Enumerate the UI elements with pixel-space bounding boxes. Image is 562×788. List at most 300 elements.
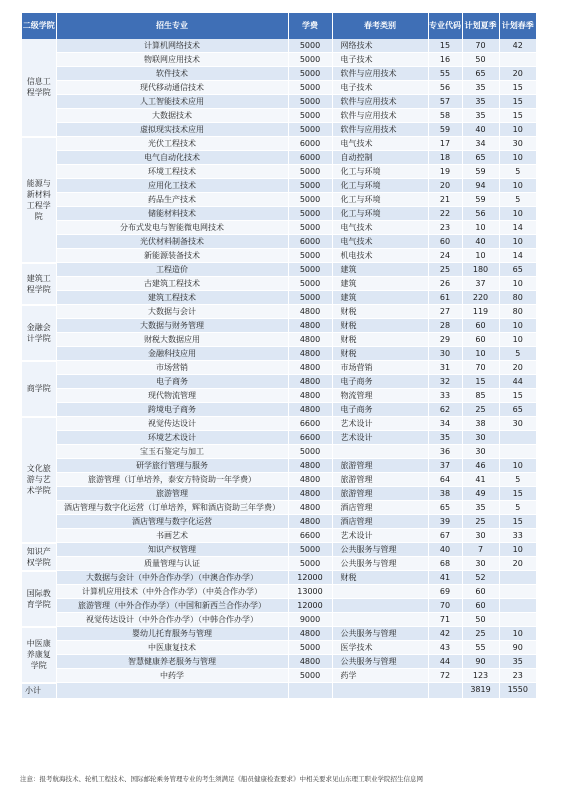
table-row bbox=[22, 179, 536, 193]
total-row bbox=[22, 683, 536, 699]
summer-plan-cell: 30 bbox=[462, 557, 499, 571]
summer-plan-cell: 59 bbox=[462, 193, 499, 207]
spring-plan-cell: 10 bbox=[499, 123, 536, 137]
table-row bbox=[22, 249, 536, 263]
category-cell: 医学技术 bbox=[332, 641, 428, 655]
header-spring-plan: 计划春季 bbox=[499, 13, 536, 39]
spring-plan-cell: 10 bbox=[499, 543, 536, 557]
category-cell: 艺术设计 bbox=[332, 417, 428, 431]
category-cell bbox=[332, 585, 428, 599]
category-cell: 艺术设计 bbox=[332, 431, 428, 445]
category-cell: 旅游管理 bbox=[332, 473, 428, 487]
fee-cell: 4800 bbox=[288, 515, 332, 529]
major-cell: 现代物流管理 bbox=[56, 389, 288, 403]
code-cell: 17 bbox=[428, 137, 462, 151]
category-cell: 电子技术 bbox=[332, 81, 428, 95]
category-cell: 酒店管理 bbox=[332, 515, 428, 529]
category-cell: 市场营销 bbox=[332, 361, 428, 375]
code-cell: 34 bbox=[428, 417, 462, 431]
summer-plan-cell: 65 bbox=[462, 151, 499, 165]
code-cell: 15 bbox=[428, 39, 462, 53]
category-cell: 财税 bbox=[332, 571, 428, 585]
category-cell: 电子技术 bbox=[332, 53, 428, 67]
spring-plan-cell bbox=[499, 599, 536, 613]
category-cell bbox=[332, 613, 428, 627]
table-row bbox=[22, 501, 536, 515]
fee-cell: 4800 bbox=[288, 389, 332, 403]
major-cell: 视觉传达设计 bbox=[56, 417, 288, 431]
summer-plan-cell: 35 bbox=[462, 109, 499, 123]
table-row bbox=[22, 95, 536, 109]
major-cell: 中医康复技术 bbox=[56, 641, 288, 655]
summer-plan-cell: 25 bbox=[462, 627, 499, 641]
code-cell: 37 bbox=[428, 459, 462, 473]
summer-plan-cell: 50 bbox=[462, 53, 499, 67]
fee-cell: 4800 bbox=[288, 473, 332, 487]
spring-plan-cell: 65 bbox=[499, 403, 536, 417]
category-cell: 建筑 bbox=[332, 263, 428, 277]
spring-plan-cell bbox=[499, 613, 536, 627]
code-cell: 28 bbox=[428, 319, 462, 333]
spring-plan-cell: 15 bbox=[499, 109, 536, 123]
spring-plan-cell: 10 bbox=[499, 459, 536, 473]
summer-plan-cell: 50 bbox=[462, 613, 499, 627]
spring-plan-cell: 15 bbox=[499, 95, 536, 109]
college-cell: 文化旅游与艺术学院 bbox=[22, 417, 56, 543]
table-row bbox=[22, 165, 536, 179]
fee-cell: 5000 bbox=[288, 67, 332, 81]
summer-plan-cell: 59 bbox=[462, 165, 499, 179]
summer-plan-cell: 35 bbox=[462, 501, 499, 515]
code-cell: 20 bbox=[428, 179, 462, 193]
code-cell: 62 bbox=[428, 403, 462, 417]
code-cell: 57 bbox=[428, 95, 462, 109]
fee-cell: 5000 bbox=[288, 165, 332, 179]
table-row bbox=[22, 403, 536, 417]
summer-plan-cell: 10 bbox=[462, 347, 499, 361]
spring-plan-cell bbox=[499, 445, 536, 459]
total-label: 小计 bbox=[22, 683, 56, 699]
major-cell: 大数据与会计 bbox=[56, 305, 288, 319]
code-cell: 41 bbox=[428, 571, 462, 585]
fee-cell: 6000 bbox=[288, 151, 332, 165]
major-cell: 宝玉石鉴定与加工 bbox=[56, 445, 288, 459]
spring-plan-cell: 10 bbox=[499, 627, 536, 641]
spring-plan-cell: 14 bbox=[499, 249, 536, 263]
table-row bbox=[22, 235, 536, 249]
fee-cell: 12000 bbox=[288, 571, 332, 585]
college-cell: 中医康养康复学院 bbox=[22, 627, 56, 683]
fee-cell: 6000 bbox=[288, 235, 332, 249]
table-row bbox=[22, 389, 536, 403]
fee-cell: 5000 bbox=[288, 179, 332, 193]
table-row bbox=[22, 431, 536, 445]
summer-plan-cell: 15 bbox=[462, 375, 499, 389]
fee-cell: 5000 bbox=[288, 109, 332, 123]
spring-plan-cell: 44 bbox=[499, 375, 536, 389]
major-cell: 光伏工程技术 bbox=[56, 137, 288, 151]
category-cell: 电子商务 bbox=[332, 375, 428, 389]
summer-plan-cell: 25 bbox=[462, 403, 499, 417]
fee-cell: 5000 bbox=[288, 123, 332, 137]
table-row bbox=[22, 81, 536, 95]
table-row bbox=[22, 361, 536, 375]
table-row bbox=[22, 459, 536, 473]
major-cell: 工程造价 bbox=[56, 263, 288, 277]
code-cell: 23 bbox=[428, 221, 462, 235]
spring-plan-cell: 10 bbox=[499, 207, 536, 221]
total-blank bbox=[428, 683, 462, 699]
major-cell: 市场营销 bbox=[56, 361, 288, 375]
table-row bbox=[22, 333, 536, 347]
fee-cell: 5000 bbox=[288, 95, 332, 109]
summer-plan-cell: 60 bbox=[462, 599, 499, 613]
major-cell: 古建筑工程技术 bbox=[56, 277, 288, 291]
header-summer-plan: 计划夏季 bbox=[462, 13, 499, 39]
major-cell: 旅游管理（中外合作办学）（中国和新西兰合作办学） bbox=[56, 599, 288, 613]
summer-plan-cell: 40 bbox=[462, 235, 499, 249]
code-cell: 26 bbox=[428, 277, 462, 291]
table-row bbox=[22, 137, 536, 151]
fee-cell: 5000 bbox=[288, 669, 332, 683]
spring-plan-cell bbox=[499, 53, 536, 67]
category-cell: 电子商务 bbox=[332, 403, 428, 417]
code-cell: 42 bbox=[428, 627, 462, 641]
category-cell: 机电技术 bbox=[332, 249, 428, 263]
major-cell: 研学旅行管理与服务 bbox=[56, 459, 288, 473]
fee-cell: 4800 bbox=[288, 305, 332, 319]
summer-plan-cell: 46 bbox=[462, 459, 499, 473]
major-cell: 环境艺术设计 bbox=[56, 431, 288, 445]
table-row bbox=[22, 151, 536, 165]
major-cell: 婴幼儿托育服务与管理 bbox=[56, 627, 288, 641]
major-cell: 物联网应用技术 bbox=[56, 53, 288, 67]
code-cell: 39 bbox=[428, 515, 462, 529]
table-row bbox=[22, 543, 536, 557]
table-row bbox=[22, 627, 536, 641]
total-spring: 1550 bbox=[499, 683, 536, 699]
major-cell: 计算机应用技术（中外合作办学）（中英合作办学） bbox=[56, 585, 288, 599]
category-cell: 公共服务与管理 bbox=[332, 627, 428, 641]
total-summer: 3819 bbox=[462, 683, 499, 699]
fee-cell: 4800 bbox=[288, 375, 332, 389]
spring-plan-cell: 80 bbox=[499, 305, 536, 319]
college-cell: 信息工程学院 bbox=[22, 39, 56, 137]
header-code: 专业代码 bbox=[428, 13, 462, 39]
spring-plan-cell: 35 bbox=[499, 655, 536, 669]
summer-plan-cell: 30 bbox=[462, 445, 499, 459]
category-cell: 公共服务与管理 bbox=[332, 543, 428, 557]
category-cell: 化工与环境 bbox=[332, 207, 428, 221]
summer-plan-cell: 60 bbox=[462, 319, 499, 333]
summer-plan-cell: 180 bbox=[462, 263, 499, 277]
category-cell: 自动控制 bbox=[332, 151, 428, 165]
fee-cell: 6600 bbox=[288, 431, 332, 445]
major-cell: 大数据与会计（中外合作办学）（中澳合作办学） bbox=[56, 571, 288, 585]
category-cell: 公共服务与管理 bbox=[332, 655, 428, 669]
summer-plan-cell: 10 bbox=[462, 221, 499, 235]
code-cell: 67 bbox=[428, 529, 462, 543]
table-row bbox=[22, 193, 536, 207]
major-cell: 酒店管理与数字化运营 bbox=[56, 515, 288, 529]
major-cell: 视觉传达设计（中外合作办学）（中韩合作办学） bbox=[56, 613, 288, 627]
table-row bbox=[22, 221, 536, 235]
code-cell: 21 bbox=[428, 193, 462, 207]
table-row bbox=[22, 53, 536, 67]
major-cell: 书画艺术 bbox=[56, 529, 288, 543]
spring-plan-cell: 20 bbox=[499, 361, 536, 375]
table-body bbox=[22, 39, 536, 683]
spring-plan-cell: 20 bbox=[499, 557, 536, 571]
header-major: 招生专业 bbox=[56, 13, 288, 39]
category-cell: 财税 bbox=[332, 347, 428, 361]
spring-plan-cell: 10 bbox=[499, 179, 536, 193]
spring-plan-cell: 5 bbox=[499, 165, 536, 179]
category-cell: 财税 bbox=[332, 319, 428, 333]
category-cell: 化工与环境 bbox=[332, 193, 428, 207]
code-cell: 36 bbox=[428, 445, 462, 459]
fee-cell: 5000 bbox=[288, 557, 332, 571]
table-row bbox=[22, 347, 536, 361]
table-row bbox=[22, 613, 536, 627]
spring-plan-cell: 10 bbox=[499, 151, 536, 165]
table-row bbox=[22, 291, 536, 305]
spring-plan-cell: 15 bbox=[499, 81, 536, 95]
major-cell: 跨境电子商务 bbox=[56, 403, 288, 417]
major-cell: 质量管理与认证 bbox=[56, 557, 288, 571]
major-cell: 分布式发电与智能微电网技术 bbox=[56, 221, 288, 235]
spring-plan-cell: 15 bbox=[499, 515, 536, 529]
header-fee: 学费 bbox=[288, 13, 332, 39]
table-row bbox=[22, 109, 536, 123]
spring-plan-cell: 42 bbox=[499, 39, 536, 53]
table-row bbox=[22, 39, 536, 53]
college-cell: 能源与新材料工程学院 bbox=[22, 137, 56, 263]
major-cell: 酒店管理与数字化运营（订单培养，辉和酒店资助三年学费） bbox=[56, 501, 288, 515]
spring-plan-cell: 90 bbox=[499, 641, 536, 655]
fee-cell: 5000 bbox=[288, 543, 332, 557]
table-row bbox=[22, 599, 536, 613]
category-cell: 电气技术 bbox=[332, 235, 428, 249]
summer-plan-cell: 35 bbox=[462, 81, 499, 95]
major-cell: 建筑工程技术 bbox=[56, 291, 288, 305]
category-cell: 化工与环境 bbox=[332, 165, 428, 179]
code-cell: 27 bbox=[428, 305, 462, 319]
spring-plan-cell bbox=[499, 585, 536, 599]
code-cell: 32 bbox=[428, 375, 462, 389]
category-cell: 旅游管理 bbox=[332, 459, 428, 473]
summer-plan-cell: 52 bbox=[462, 571, 499, 585]
spring-plan-cell: 10 bbox=[499, 235, 536, 249]
fee-cell: 5000 bbox=[288, 53, 332, 67]
major-cell: 现代移动通信技术 bbox=[56, 81, 288, 95]
category-cell: 软件与应用技术 bbox=[332, 67, 428, 81]
fee-cell: 4800 bbox=[288, 347, 332, 361]
major-cell: 智慧健康养老服务与管理 bbox=[56, 655, 288, 669]
fee-cell: 9000 bbox=[288, 613, 332, 627]
fee-cell: 4800 bbox=[288, 319, 332, 333]
summer-plan-cell: 56 bbox=[462, 207, 499, 221]
total-blank bbox=[288, 683, 332, 699]
table-row bbox=[22, 585, 536, 599]
category-cell: 软件与应用技术 bbox=[332, 123, 428, 137]
spring-plan-cell: 10 bbox=[499, 319, 536, 333]
summer-plan-cell: 49 bbox=[462, 487, 499, 501]
spring-plan-cell: 10 bbox=[499, 277, 536, 291]
major-cell: 环境工程技术 bbox=[56, 165, 288, 179]
table-row bbox=[22, 445, 536, 459]
spring-plan-cell bbox=[499, 431, 536, 445]
major-cell: 旅游管理 bbox=[56, 487, 288, 501]
fee-cell: 4800 bbox=[288, 459, 332, 473]
code-cell: 70 bbox=[428, 599, 462, 613]
table-row bbox=[22, 67, 536, 81]
major-cell: 电气自动化技术 bbox=[56, 151, 288, 165]
category-cell: 财税 bbox=[332, 305, 428, 319]
major-cell: 电子商务 bbox=[56, 375, 288, 389]
code-cell: 65 bbox=[428, 501, 462, 515]
major-cell: 光伏材料制备技术 bbox=[56, 235, 288, 249]
table-row bbox=[22, 557, 536, 571]
fee-cell: 5000 bbox=[288, 445, 332, 459]
summer-plan-cell: 220 bbox=[462, 291, 499, 305]
spring-plan-cell: 15 bbox=[499, 389, 536, 403]
fee-cell: 4800 bbox=[288, 501, 332, 515]
table-row bbox=[22, 529, 536, 543]
code-cell: 16 bbox=[428, 53, 462, 67]
code-cell: 19 bbox=[428, 165, 462, 179]
category-cell: 酒店管理 bbox=[332, 501, 428, 515]
spring-plan-cell: 30 bbox=[499, 137, 536, 151]
summer-plan-cell: 94 bbox=[462, 179, 499, 193]
major-cell: 应用化工技术 bbox=[56, 179, 288, 193]
code-cell: 29 bbox=[428, 333, 462, 347]
major-cell: 计算机网络技术 bbox=[56, 39, 288, 53]
code-cell: 72 bbox=[428, 669, 462, 683]
header-category: 春考类别 bbox=[332, 13, 428, 39]
category-cell: 化工与环境 bbox=[332, 179, 428, 193]
code-cell: 40 bbox=[428, 543, 462, 557]
category-cell: 财税 bbox=[332, 333, 428, 347]
fee-cell: 4800 bbox=[288, 403, 332, 417]
college-cell: 建筑工程学院 bbox=[22, 263, 56, 305]
major-cell: 知识产权管理 bbox=[56, 543, 288, 557]
major-cell: 新能源装备技术 bbox=[56, 249, 288, 263]
spring-plan-cell: 5 bbox=[499, 193, 536, 207]
table-row bbox=[22, 473, 536, 487]
summer-plan-cell: 55 bbox=[462, 641, 499, 655]
summer-plan-cell: 35 bbox=[462, 95, 499, 109]
summer-plan-cell: 7 bbox=[462, 543, 499, 557]
table-row bbox=[22, 641, 536, 655]
table-row bbox=[22, 655, 536, 669]
summer-plan-cell: 25 bbox=[462, 515, 499, 529]
table-row bbox=[22, 319, 536, 333]
fee-cell: 6000 bbox=[288, 137, 332, 151]
category-cell: 公共服务与管理 bbox=[332, 557, 428, 571]
summer-plan-cell: 90 bbox=[462, 655, 499, 669]
spring-plan-cell bbox=[499, 571, 536, 585]
fee-cell: 5000 bbox=[288, 207, 332, 221]
code-cell: 33 bbox=[428, 389, 462, 403]
fee-cell: 13000 bbox=[288, 585, 332, 599]
spring-plan-cell: 14 bbox=[499, 221, 536, 235]
table-row bbox=[22, 123, 536, 137]
fee-cell: 12000 bbox=[288, 599, 332, 613]
fee-cell: 5000 bbox=[288, 193, 332, 207]
category-cell: 旅游管理 bbox=[332, 487, 428, 501]
category-cell: 艺术设计 bbox=[332, 529, 428, 543]
table-row bbox=[22, 375, 536, 389]
major-cell: 虚拟现实技术应用 bbox=[56, 123, 288, 137]
spring-plan-cell: 5 bbox=[499, 501, 536, 515]
spring-plan-cell: 33 bbox=[499, 529, 536, 543]
summer-plan-cell: 41 bbox=[462, 473, 499, 487]
fee-cell: 6600 bbox=[288, 417, 332, 431]
fee-cell: 5000 bbox=[288, 291, 332, 305]
table-row bbox=[22, 515, 536, 529]
code-cell: 64 bbox=[428, 473, 462, 487]
major-cell: 财税大数据应用 bbox=[56, 333, 288, 347]
summer-plan-cell: 60 bbox=[462, 585, 499, 599]
category-cell bbox=[332, 599, 428, 613]
category-cell: 电气技术 bbox=[332, 221, 428, 235]
table-row bbox=[22, 277, 536, 291]
major-cell: 中药学 bbox=[56, 669, 288, 683]
spring-plan-cell: 5 bbox=[499, 347, 536, 361]
code-cell: 35 bbox=[428, 431, 462, 445]
fee-cell: 5000 bbox=[288, 277, 332, 291]
spring-plan-cell: 15 bbox=[499, 487, 536, 501]
category-cell: 网络技术 bbox=[332, 39, 428, 53]
major-cell: 旅游管理（订单培养，泰安方特资助一年学费） bbox=[56, 473, 288, 487]
code-cell: 38 bbox=[428, 487, 462, 501]
fee-cell: 4800 bbox=[288, 333, 332, 347]
header-row bbox=[22, 13, 536, 39]
fee-cell: 4800 bbox=[288, 627, 332, 641]
table-row bbox=[22, 305, 536, 319]
fee-cell: 4800 bbox=[288, 655, 332, 669]
summer-plan-cell: 70 bbox=[462, 39, 499, 53]
spring-plan-cell: 5 bbox=[499, 473, 536, 487]
code-cell: 59 bbox=[428, 123, 462, 137]
category-cell: 建筑 bbox=[332, 277, 428, 291]
major-cell: 药品生产技术 bbox=[56, 193, 288, 207]
major-cell: 大数据与财务管理 bbox=[56, 319, 288, 333]
fee-cell: 5000 bbox=[288, 39, 332, 53]
fee-cell: 4800 bbox=[288, 487, 332, 501]
fee-cell: 6600 bbox=[288, 529, 332, 543]
summer-plan-cell: 65 bbox=[462, 67, 499, 81]
summer-plan-cell: 38 bbox=[462, 417, 499, 431]
code-cell: 56 bbox=[428, 81, 462, 95]
header-college: 二级学院 bbox=[22, 13, 56, 39]
category-cell: 物流管理 bbox=[332, 389, 428, 403]
summer-plan-cell: 30 bbox=[462, 529, 499, 543]
spring-plan-cell: 10 bbox=[499, 333, 536, 347]
fee-cell: 5000 bbox=[288, 263, 332, 277]
fee-cell: 5000 bbox=[288, 221, 332, 235]
code-cell: 24 bbox=[428, 249, 462, 263]
code-cell: 58 bbox=[428, 109, 462, 123]
summer-plan-cell: 40 bbox=[462, 123, 499, 137]
summer-plan-cell: 119 bbox=[462, 305, 499, 319]
code-cell: 68 bbox=[428, 557, 462, 571]
table-row bbox=[22, 571, 536, 585]
category-cell bbox=[332, 445, 428, 459]
code-cell: 30 bbox=[428, 347, 462, 361]
fee-cell: 5000 bbox=[288, 249, 332, 263]
